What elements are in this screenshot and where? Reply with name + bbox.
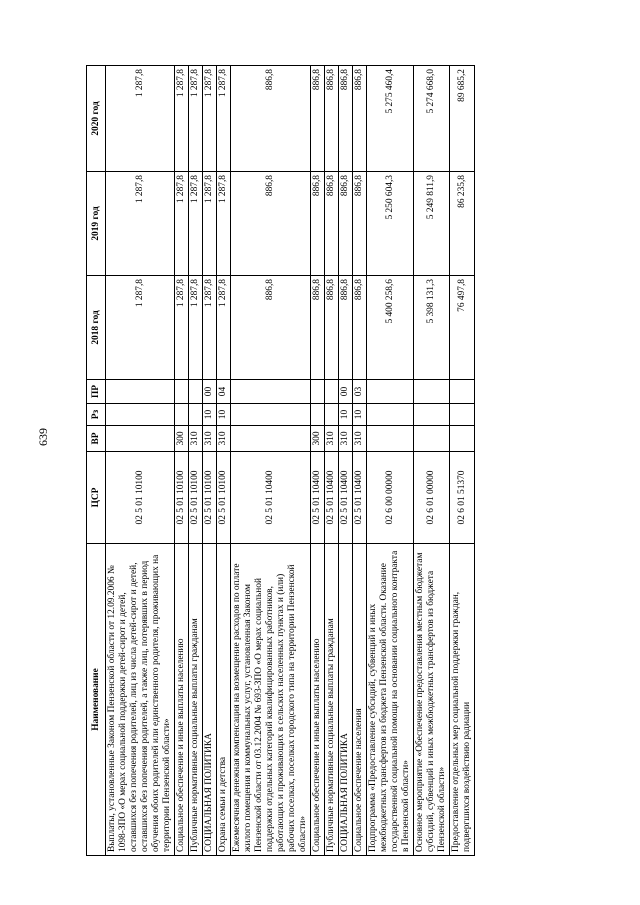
cell-2018: 886,8 — [353, 276, 367, 380]
cell-2018: 5 400 258,6 — [367, 276, 414, 380]
cell-csr: 02 5 01 10100 — [106, 452, 175, 544]
cell-rz: 10 — [217, 404, 231, 426]
table-row — [106, 66, 175, 856]
cell-2018: 886,8 — [231, 276, 311, 380]
cell-rz — [414, 404, 450, 426]
cell-2019: 86 235,8 — [450, 172, 475, 276]
cell-name: СОЦИАЛЬНАЯ ПОЛИТИКА — [339, 544, 353, 856]
cell-pr — [175, 380, 189, 404]
cell-vr — [106, 426, 175, 452]
cell-2019: 886,8 — [353, 172, 367, 276]
cell-name: Выплаты, установленные Законом Пензенской области от 12.09.2006 № 1098-ЗПО «О мерах социальной поддержки детей-сирот и детей, оставшихся без попечения родителей, лиц из числа детей-сирот и детей, оставшихся без попечения родителей, а также лиц, потерявших в период обучения обоих родителей или единственного родителя, проживающих на территории Пензенской области» — [106, 544, 175, 856]
cell-vr: 310 — [203, 426, 217, 452]
cell-2019: 886,8 — [339, 172, 353, 276]
cell-2018: 1 287,8 — [189, 276, 203, 380]
cell-rz: 10 — [203, 404, 217, 426]
cell-vr: 300 — [175, 426, 189, 452]
cell-2020: 886,8 — [325, 66, 339, 172]
cell-2018: 1 287,8 — [175, 276, 189, 380]
cell-2020: 886,8 — [353, 66, 367, 172]
cell-2018: 886,8 — [339, 276, 353, 380]
cell-2020: 5 274 668,0 — [414, 66, 450, 172]
cell-vr — [231, 426, 311, 452]
table-row — [175, 66, 189, 856]
header-name: Наименование — [87, 544, 106, 856]
cell-rz: 10 — [353, 404, 367, 426]
cell-csr: 02 5 01 10100 — [175, 452, 189, 544]
rotated-table-wrapper — [86, 66, 591, 856]
cell-2020: 1 287,8 — [106, 66, 175, 172]
cell-2018: 1 287,8 — [217, 276, 231, 380]
cell-2020: 1 287,8 — [217, 66, 231, 172]
cell-rz — [367, 404, 414, 426]
cell-pr — [367, 380, 414, 404]
cell-name: Основное мероприятие «Обеспечение предоставления местным бюджетам субсидий, субвенций и иных межбюджетных трансфертов из бюджета Пензенской области» — [414, 544, 450, 856]
cell-pr: 00 — [203, 380, 217, 404]
cell-2018: 5 398 131,3 — [414, 276, 450, 380]
cell-csr: 02 6 01 51370 — [450, 452, 475, 544]
cell-csr: 02 5 01 10100 — [203, 452, 217, 544]
cell-rz — [106, 404, 175, 426]
cell-pr — [311, 380, 325, 404]
cell-2019: 1 287,8 — [203, 172, 217, 276]
cell-2019: 1 287,8 — [175, 172, 189, 276]
cell-csr: 02 5 01 10400 — [339, 452, 353, 544]
cell-csr: 02 5 01 10400 — [311, 452, 325, 544]
cell-2020: 886,8 — [231, 66, 311, 172]
cell-name: Публичные нормативные социальные выплаты гражданам — [189, 544, 203, 856]
table-row — [217, 66, 231, 856]
cell-vr — [367, 426, 414, 452]
cell-2020: 1 287,8 — [189, 66, 203, 172]
table-row — [203, 66, 217, 856]
table-row — [231, 66, 311, 856]
cell-2020: 1 287,8 — [175, 66, 189, 172]
header-rz: Рз — [87, 404, 106, 426]
table-row — [189, 66, 203, 856]
cell-name: Публичные нормативные социальные выплаты гражданам — [325, 544, 339, 856]
cell-2020: 886,8 — [311, 66, 325, 172]
cell-2020: 5 275 460,4 — [367, 66, 414, 172]
cell-pr — [189, 380, 203, 404]
cell-rz — [311, 404, 325, 426]
cell-pr — [414, 380, 450, 404]
cell-rz — [450, 404, 475, 426]
cell-vr: 310 — [189, 426, 203, 452]
cell-pr — [231, 380, 311, 404]
cell-2019: 886,8 — [311, 172, 325, 276]
cell-2018: 1 287,8 — [106, 276, 175, 380]
cell-name: Ежемесячная денежная компенсация на возмещение расходов по оплате жилого помещения и коммунальных услуг, установленная Законом Пензенской области от 03.12.2004 № 693-ЗПО «О мерах социальной поддержки отдельных категорий квалифицированных работников, работающих и проживающих в сельских населенных пунктах и (или) рабочих поселках, поселках городского типа на территории Пензенской области» — [231, 544, 311, 856]
budget-table — [86, 65, 475, 856]
table-row — [353, 66, 367, 856]
table-row — [414, 66, 450, 856]
cell-csr: 02 5 01 10400 — [325, 452, 339, 544]
cell-2018: 886,8 — [325, 276, 339, 380]
table-row — [367, 66, 414, 856]
cell-2020: 89 685,2 — [450, 66, 475, 172]
cell-name: Социальное обеспечение населения — [353, 544, 367, 856]
cell-rz: 10 — [339, 404, 353, 426]
cell-vr — [414, 426, 450, 452]
cell-2018: 886,8 — [311, 276, 325, 380]
cell-name: Социальное обеспечение и иные выплаты населению — [311, 544, 325, 856]
page-number: 639 — [36, 428, 50, 446]
table-row — [450, 66, 475, 856]
cell-rz — [231, 404, 311, 426]
cell-vr: 310 — [339, 426, 353, 452]
cell-pr: 04 — [217, 380, 231, 404]
cell-pr: 00 — [339, 380, 353, 404]
cell-vr: 310 — [353, 426, 367, 452]
cell-name: Предоставление отдельных мер социальной поддержки граждан, подвергшихся воздействию радиации — [450, 544, 475, 856]
cell-csr: 02 5 01 10100 — [189, 452, 203, 544]
cell-name: СОЦИАЛЬНАЯ ПОЛИТИКА — [203, 544, 217, 856]
cell-2019: 886,8 — [231, 172, 311, 276]
cell-vr: 300 — [311, 426, 325, 452]
cell-rz — [189, 404, 203, 426]
cell-2020: 886,8 — [339, 66, 353, 172]
cell-2019: 886,8 — [325, 172, 339, 276]
table-row — [339, 66, 353, 856]
cell-name: Подпрограмма «Предоставление субсидий, субвенций и иных межбюджетных трансфертов из бюджета Пензенской области. Оказание государственной социальной помощи на основании социального контракта в Пензенской области» — [367, 544, 414, 856]
cell-csr: 02 6 01 00000 — [414, 452, 450, 544]
cell-vr: 310 — [325, 426, 339, 452]
cell-2019: 1 287,8 — [106, 172, 175, 276]
cell-vr: 310 — [217, 426, 231, 452]
cell-2018: 76 497,8 — [450, 276, 475, 380]
cell-pr — [325, 380, 339, 404]
table-header-row — [87, 66, 106, 856]
header-vr: ВР — [87, 426, 106, 452]
header-2020: 2020 год — [87, 66, 106, 172]
header-2019: 2019 год — [87, 172, 106, 276]
cell-pr: 03 — [353, 380, 367, 404]
cell-2020: 1 287,8 — [203, 66, 217, 172]
cell-name: Охрана семьи и детства — [217, 544, 231, 856]
cell-2019: 5 250 604,3 — [367, 172, 414, 276]
table-row — [325, 66, 339, 856]
cell-csr: 02 5 01 10100 — [217, 452, 231, 544]
header-2018: 2018 год — [87, 276, 106, 380]
cell-2019: 1 287,8 — [189, 172, 203, 276]
cell-2019: 1 287,8 — [217, 172, 231, 276]
cell-csr: 02 5 01 10400 — [353, 452, 367, 544]
table-row — [311, 66, 325, 856]
cell-name: Социальное обеспечение и иные выплаты населению — [175, 544, 189, 856]
cell-pr — [106, 380, 175, 404]
cell-csr: 02 6 00 00000 — [367, 452, 414, 544]
cell-2018: 1 287,8 — [203, 276, 217, 380]
cell-vr — [450, 426, 475, 452]
cell-rz — [175, 404, 189, 426]
header-pr: ПР — [87, 380, 106, 404]
cell-2019: 5 249 811,9 — [414, 172, 450, 276]
cell-pr — [450, 380, 475, 404]
cell-csr: 02 5 01 10400 — [231, 452, 311, 544]
header-csr: ЦСР — [87, 452, 106, 544]
cell-rz — [325, 404, 339, 426]
